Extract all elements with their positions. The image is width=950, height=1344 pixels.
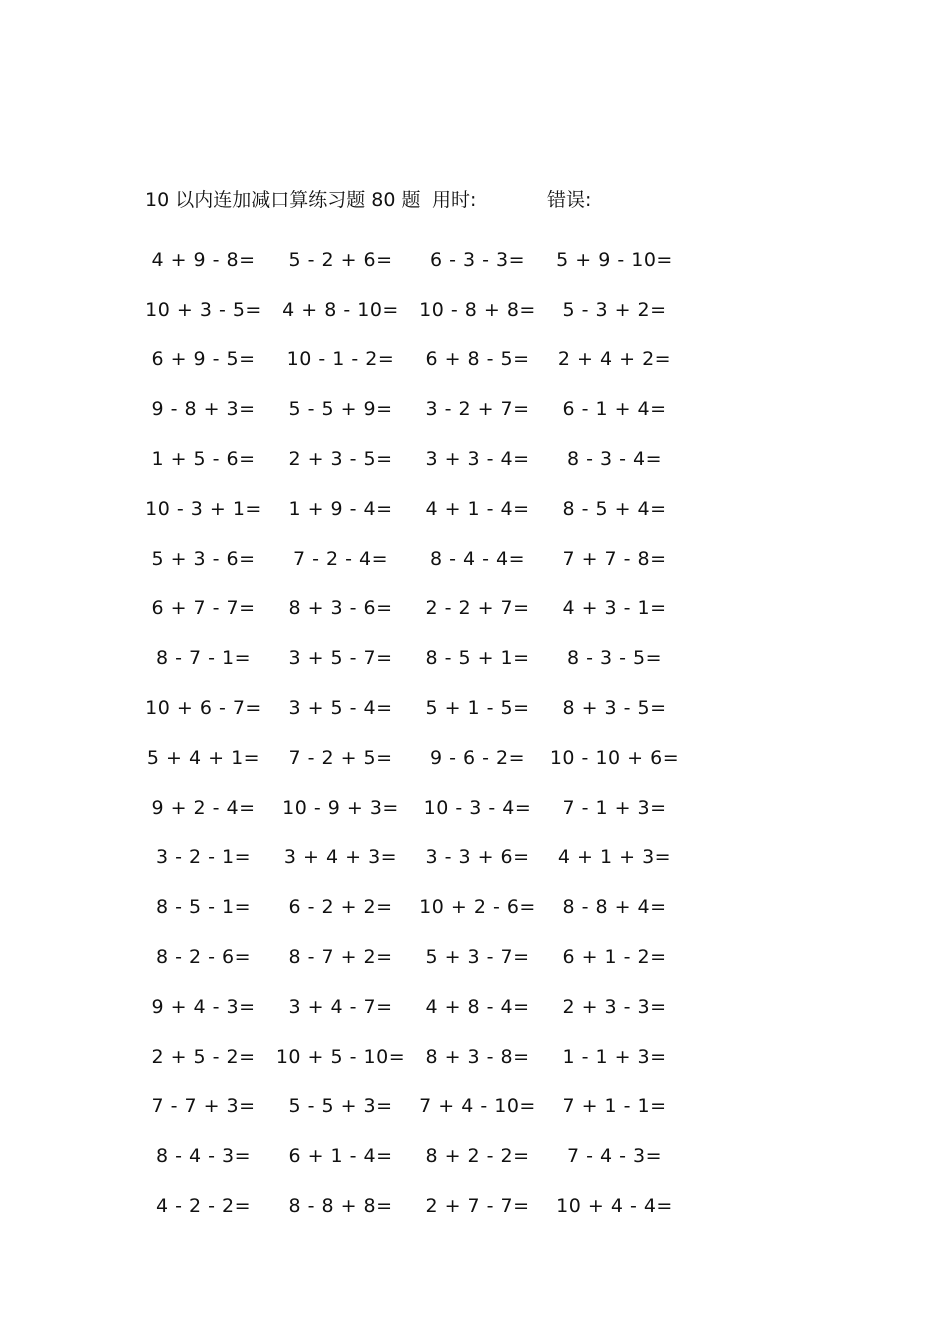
problem-item: 3 - 2 - 1=: [155, 846, 252, 869]
problem-item: 8 - 8 + 4=: [562, 896, 667, 919]
problem-item: 1 + 9 - 4=: [288, 497, 393, 520]
problem-row: [135, 882, 695, 932]
problem-row: [135, 1032, 695, 1082]
problem-row: [135, 932, 695, 982]
problem-item: 9 - 6 - 2=: [429, 746, 526, 769]
problem-item: 8 + 3 - 8=: [425, 1045, 530, 1068]
problem-row: [135, 1131, 695, 1181]
problem-item: 3 - 2 + 7=: [425, 398, 530, 421]
problem-item: 9 + 2 - 4=: [151, 796, 256, 819]
problem-item: 10 + 4 - 4=: [556, 1195, 673, 1218]
problem-item: 5 - 5 + 9=: [288, 398, 393, 421]
problem-item: 3 + 5 - 4=: [288, 697, 393, 720]
problem-item: 8 - 2 - 6=: [155, 946, 252, 969]
problem-item: 6 + 9 - 5=: [151, 348, 256, 371]
problem-row: [135, 683, 695, 733]
problem-item: 5 + 3 - 6=: [151, 547, 256, 570]
problem-item: 8 - 5 + 1=: [425, 647, 530, 670]
problem-item: 3 + 4 + 3=: [283, 846, 398, 869]
problem-item: 6 - 1 + 4=: [562, 398, 667, 421]
problem-item: 7 - 2 - 4=: [292, 547, 389, 570]
problem-row: [135, 633, 695, 683]
problem-row: [135, 1181, 695, 1231]
problem-row: [135, 982, 695, 1032]
problem-item: 2 + 3 - 5=: [288, 448, 393, 471]
problem-item: 10 - 1 - 2=: [286, 348, 395, 371]
problem-item: 10 - 10 + 6=: [549, 746, 680, 769]
problem-row: [135, 285, 695, 335]
problem-item: 10 + 5 - 10=: [275, 1045, 406, 1068]
problem-item: 10 - 3 - 4=: [423, 796, 532, 819]
problem-item: 8 - 3 - 5=: [566, 647, 663, 670]
problem-item: 1 + 5 - 6=: [151, 448, 256, 471]
problem-item: 9 - 8 + 3=: [151, 398, 256, 421]
problem-row: [135, 484, 695, 534]
problem-item: 3 + 5 - 7=: [288, 647, 393, 670]
problem-row: [135, 833, 695, 883]
problem-item: 3 + 3 - 4=: [425, 448, 530, 471]
problem-item: 5 - 5 + 3=: [288, 1095, 393, 1118]
problem-row: [135, 384, 695, 434]
problem-item: 5 - 3 + 2=: [562, 298, 667, 321]
problem-item: 1 - 1 + 3=: [562, 1045, 667, 1068]
problem-item: 7 - 7 + 3=: [151, 1095, 256, 1118]
time-used-label: 用时:: [432, 189, 477, 211]
problem-item: 7 - 1 + 3=: [562, 796, 667, 819]
problem-row: [135, 584, 695, 634]
problem-item: 10 - 9 + 3=: [282, 796, 399, 819]
problem-item: 4 + 9 - 8=: [151, 248, 256, 271]
problem-item: 2 + 3 - 3=: [562, 995, 667, 1018]
problem-item: 7 - 2 + 5=: [288, 746, 393, 769]
problem-item: 4 - 2 - 2=: [155, 1195, 252, 1218]
problem-item: 6 - 3 - 3=: [429, 248, 526, 271]
problem-item: 8 - 5 - 1=: [155, 896, 252, 919]
problem-item: 4 + 8 - 10=: [282, 298, 399, 321]
problem-item: 8 + 3 - 5=: [562, 697, 667, 720]
problem-item: 10 - 8 + 8=: [419, 298, 536, 321]
problem-item: 8 - 3 - 4=: [566, 448, 663, 471]
problem-item: 4 + 8 - 4=: [425, 995, 530, 1018]
worksheet-title: 10 以内连加减口算练习题 80 题: [145, 189, 421, 211]
problem-item: 8 - 7 - 1=: [155, 647, 252, 670]
problem-item: 8 - 4 - 4=: [429, 547, 526, 570]
problem-item: 7 + 4 - 10=: [419, 1095, 536, 1118]
problem-item: 9 + 4 - 3=: [151, 995, 256, 1018]
problem-item: 6 + 1 - 4=: [288, 1145, 393, 1168]
problem-row: [135, 534, 695, 584]
problem-item: 4 + 1 + 3=: [557, 846, 672, 869]
problem-row: [135, 335, 695, 385]
problem-item: 8 + 2 - 2=: [425, 1145, 530, 1168]
problem-item: 10 + 2 - 6=: [419, 896, 536, 919]
problem-item: 6 + 1 - 2=: [562, 946, 667, 969]
problem-row: [135, 783, 695, 833]
problem-item: 6 + 8 - 5=: [425, 348, 530, 371]
problem-item: 8 + 3 - 6=: [288, 597, 393, 620]
problem-item: 2 + 4 + 2=: [557, 348, 672, 371]
problem-row: [135, 733, 695, 783]
problem-item: 8 - 5 + 4=: [562, 497, 667, 520]
problem-item: 8 - 8 + 8=: [288, 1195, 393, 1218]
problem-row: [135, 235, 695, 285]
problem-item: 2 + 7 - 7=: [425, 1195, 530, 1218]
problem-item: 2 - 2 + 7=: [425, 597, 530, 620]
problem-item: 3 + 4 - 7=: [288, 995, 393, 1018]
problem-row: [135, 434, 695, 484]
problem-item: 4 + 1 - 4=: [425, 497, 530, 520]
problem-grid: [135, 235, 695, 1231]
problem-row: [135, 1082, 695, 1132]
problem-item: 4 + 3 - 1=: [562, 597, 667, 620]
problem-item: 10 - 3 + 1=: [145, 497, 262, 520]
problem-item: 7 + 1 - 1=: [562, 1095, 667, 1118]
problem-item: 2 + 5 - 2=: [151, 1045, 256, 1068]
problem-item: 7 - 4 - 3=: [566, 1145, 663, 1168]
problem-item: 6 - 2 + 2=: [288, 896, 393, 919]
problem-item: 10 + 6 - 7=: [145, 697, 262, 720]
worksheet-header: [0, 186, 950, 214]
problem-item: 8 - 7 + 2=: [288, 946, 393, 969]
errors-label: 错误:: [547, 189, 592, 211]
problem-item: 5 + 4 + 1=: [146, 746, 261, 769]
problem-item: 6 + 7 - 7=: [151, 597, 256, 620]
problem-item: 5 + 3 - 7=: [425, 946, 530, 969]
problem-item: 7 + 7 - 8=: [562, 547, 667, 570]
problem-item: 5 + 1 - 5=: [425, 697, 530, 720]
problem-item: 5 + 9 - 10=: [556, 248, 673, 271]
problem-item: 5 - 2 + 6=: [288, 248, 393, 271]
problem-item: 10 + 3 - 5=: [145, 298, 262, 321]
problem-item: 3 - 3 + 6=: [425, 846, 530, 869]
problem-item: 8 - 4 - 3=: [155, 1145, 252, 1168]
